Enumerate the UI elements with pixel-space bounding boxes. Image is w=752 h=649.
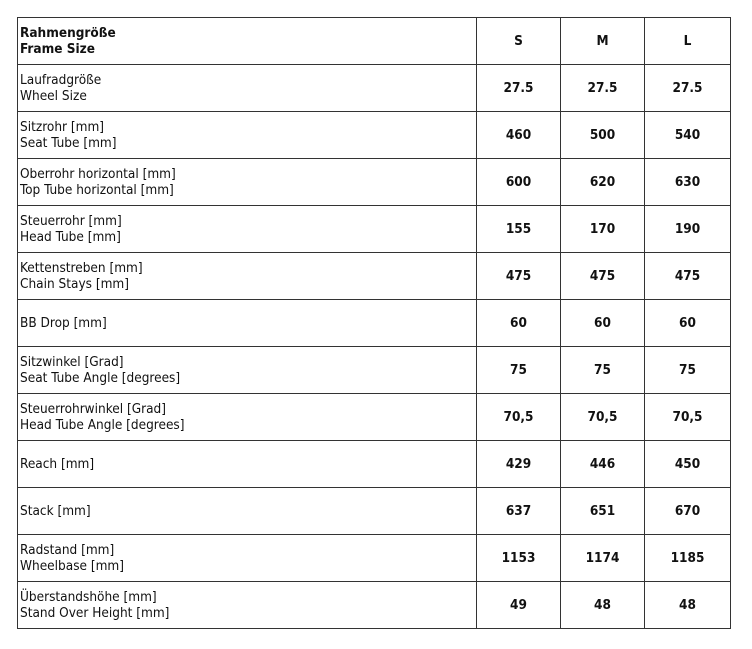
row-label-cell [18,488,477,535]
table-row [18,394,731,441]
value-cell-s: 60 [477,300,561,347]
row-label-en: Wheel Size [20,88,87,104]
value-cell-l: 1185 [645,535,731,582]
row-label-en: Top Tube horizontal [mm] [20,182,174,198]
row-label-cell [18,206,477,253]
row-label-de: Stack [mm] [20,503,91,519]
value-cell-s: 429 [477,441,561,488]
row-label-de: Reach [mm] [20,456,95,472]
value-cell-s: 1153 [477,535,561,582]
row-label-cell [18,394,477,441]
size-header-l: L [645,18,731,65]
table-row [18,347,731,394]
row-label-cell [18,347,477,394]
value-cell-m: 651 [561,488,645,535]
value-cell-l: 48 [645,582,731,629]
table-row [18,253,731,300]
row-label-de: Sitzrohr [mm] [20,119,105,135]
table-row [18,488,731,535]
value-cell-s: 70,5 [477,394,561,441]
size-header-m: M [561,18,645,65]
row-label-en: Head Tube Angle [degrees] [20,417,185,433]
geometry-table-body [18,18,731,629]
row-label-en: Seat Tube [mm] [20,135,117,151]
value-cell-s: 155 [477,206,561,253]
row-label-de: Laufradgröße [20,72,102,88]
row-label-de: Radstand [mm] [20,542,115,558]
row-label-de: Steuerrohr [mm] [20,213,122,229]
table-row [18,441,731,488]
table-row [18,582,731,629]
value-cell-m: 1174 [561,535,645,582]
value-cell-s: 475 [477,253,561,300]
geometry-table [17,17,731,629]
value-cell-l: 670 [645,488,731,535]
frame-size-label-de: Rahmengröße [20,25,116,41]
row-label-en: Chain Stays [mm] [20,276,129,292]
row-label-cell [18,112,477,159]
value-cell-m: 48 [561,582,645,629]
value-cell-l: 70,5 [645,394,731,441]
row-label-de: Steuerrohrwinkel [Grad] [20,401,166,417]
row-label-cell [18,535,477,582]
row-label-cell [18,582,477,629]
value-cell-l: 75 [645,347,731,394]
row-label-en: Wheelbase [mm] [20,558,124,574]
row-label-de: Sitzwinkel [Grad] [20,354,124,370]
value-cell-m: 475 [561,253,645,300]
value-cell-m: 620 [561,159,645,206]
value-cell-s: 27.5 [477,65,561,112]
table-row [18,300,731,347]
table-row [18,159,731,206]
value-cell-s: 75 [477,347,561,394]
value-cell-l: 27.5 [645,65,731,112]
value-cell-l: 630 [645,159,731,206]
row-label-cell [18,65,477,112]
row-label-cell [18,300,477,347]
frame-size-label-en: Frame Size [20,41,95,57]
row-label-cell [18,159,477,206]
row-label-de: BB Drop [mm] [20,315,107,331]
row-label-en: Head Tube [mm] [20,229,121,245]
row-label-en: Stand Over Height [mm] [20,605,170,621]
value-cell-m: 60 [561,300,645,347]
frame-size-label-cell [18,18,477,65]
row-label-cell [18,441,477,488]
value-cell-l: 475 [645,253,731,300]
value-cell-m: 170 [561,206,645,253]
row-label-de: Kettenstreben [mm] [20,260,143,276]
value-cell-l: 450 [645,441,731,488]
value-cell-l: 190 [645,206,731,253]
value-cell-l: 540 [645,112,731,159]
value-cell-l: 60 [645,300,731,347]
value-cell-s: 600 [477,159,561,206]
value-cell-s: 49 [477,582,561,629]
value-cell-m: 75 [561,347,645,394]
row-label-de: Überstandshöhe [mm] [20,589,157,605]
value-cell-m: 27.5 [561,65,645,112]
value-cell-s: 637 [477,488,561,535]
header-row [18,18,731,65]
row-label-cell [18,253,477,300]
table-row [18,535,731,582]
value-cell-s: 460 [477,112,561,159]
table-row [18,206,731,253]
row-label-en: Seat Tube Angle [degrees] [20,370,181,386]
value-cell-m: 70,5 [561,394,645,441]
table-row [18,112,731,159]
size-header-s: S [477,18,561,65]
value-cell-m: 446 [561,441,645,488]
value-cell-m: 500 [561,112,645,159]
row-label-de: Oberrohr horizontal [mm] [20,166,176,182]
table-row [18,65,731,112]
